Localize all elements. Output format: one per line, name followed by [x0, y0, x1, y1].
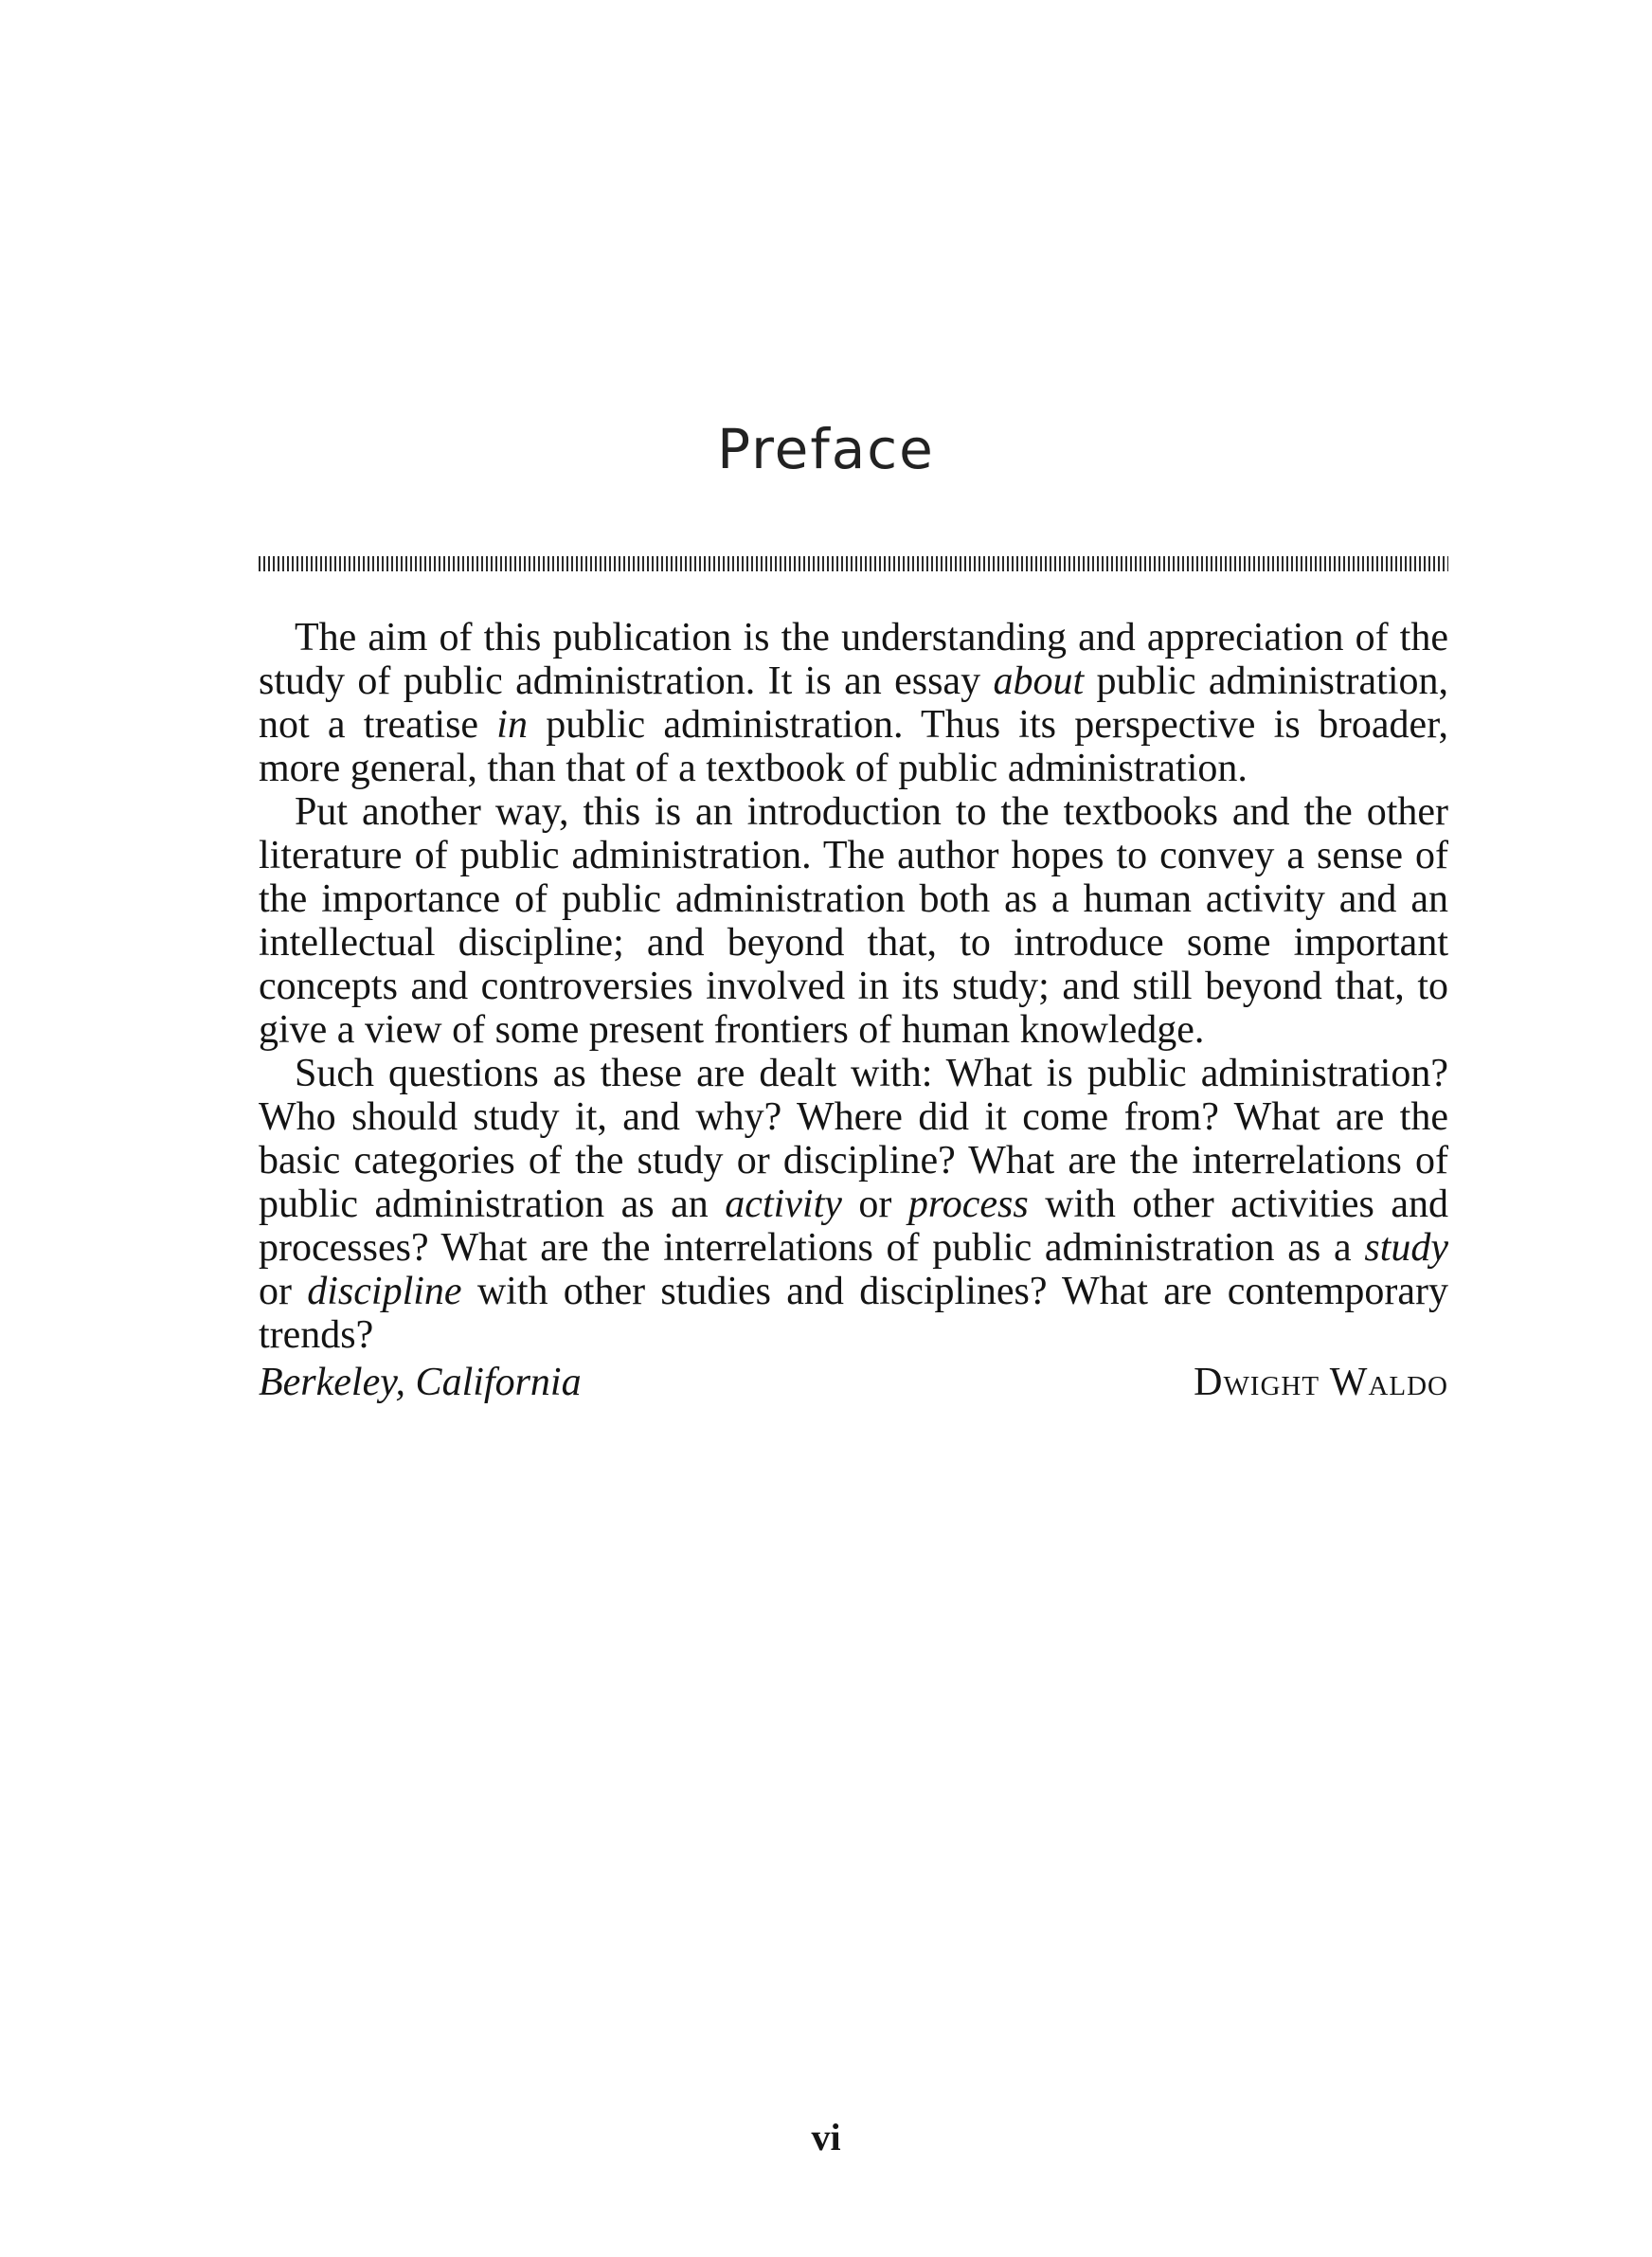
- page-title: Preface: [717, 417, 935, 481]
- paragraph-1: [259, 616, 1448, 790]
- decorative-rule: [259, 556, 1448, 571]
- text-run: public administration. Thus its perspective is broader, more general, than that of a textbook of public administration.: [259, 703, 1448, 790]
- emphasis-about: about: [993, 659, 1085, 703]
- text-run: The aim of this publication is the understanding and appreciation of the study of public administration. It is an essay: [259, 616, 1448, 703]
- signature-place: Berkeley, California: [259, 1361, 582, 1404]
- emphasis-in: in: [496, 703, 528, 747]
- text-run: with other activities and processes? What are the interrelations of public administration as a: [259, 1183, 1448, 1270]
- text-run: public administration, not a treatise: [259, 659, 1448, 747]
- emphasis-process: process: [907, 1183, 1029, 1226]
- text-run: Put another way, this is an introduction to the textbooks and the other literature of public administration. The author hopes to convey a sense of the importance of public administration both as a human activity and an intellectual discipline; and beyond that, to introduce some important concepts and controversies involved in its study; and still beyond that, to give a view of some present frontiers of human knowledge.: [259, 790, 1448, 1052]
- paragraph-2: [259, 790, 1448, 1052]
- paragraph-3: [259, 1052, 1448, 1357]
- signature-author: Dwight Waldo: [1194, 1361, 1448, 1404]
- emphasis-study: study: [1364, 1226, 1448, 1270]
- emphasis-activity: activity: [725, 1183, 842, 1226]
- text-run: Such questions as these are dealt with: What is public administration? Who should study it, and why? Where did it come from? What are the basic categories of the study or discipline? What are the interrelations of public administration as an: [259, 1052, 1448, 1226]
- text-run: or: [841, 1183, 908, 1226]
- text-run: or: [259, 1270, 308, 1313]
- page-number: vi: [811, 2116, 841, 2158]
- emphasis-discipline: discipline: [307, 1270, 462, 1313]
- preface-body: [259, 616, 1448, 1357]
- text-run: with other studies and disciplines? What are contemporary trends?: [259, 1270, 1448, 1357]
